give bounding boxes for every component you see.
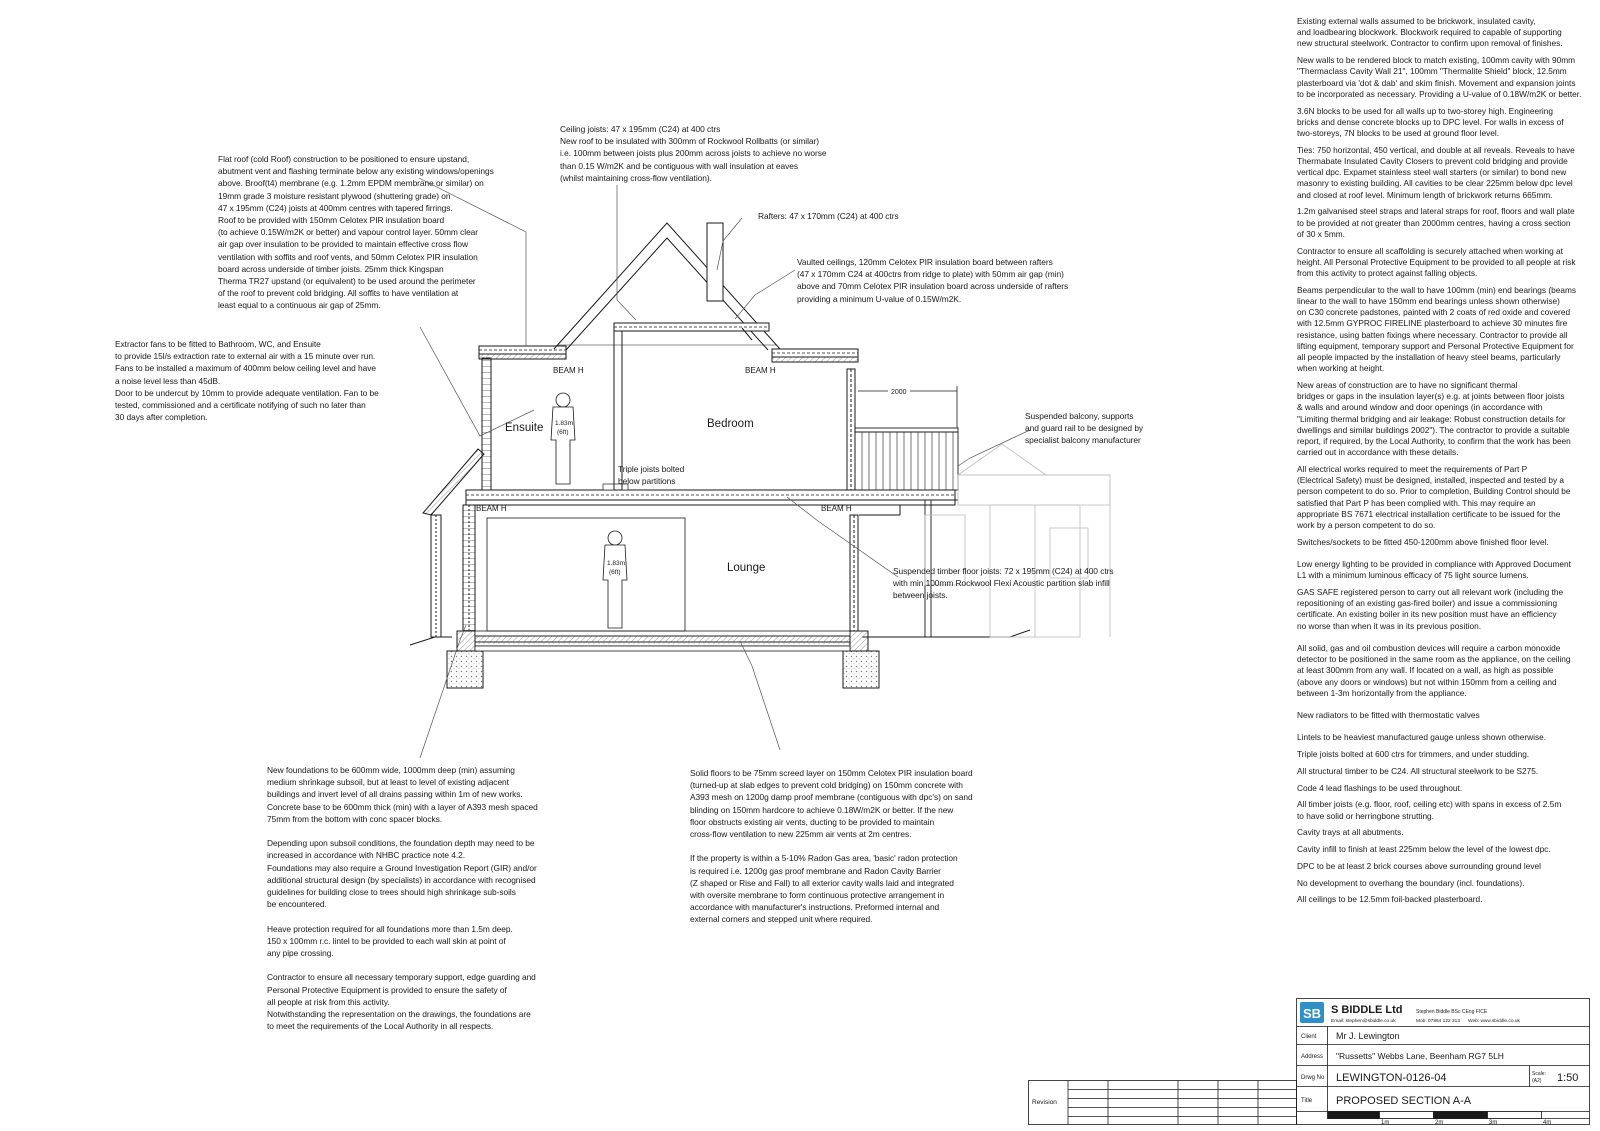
title-label: Title [1301,1098,1313,1104]
general-note: Cavity infill to finish at least 225mm below the level of the lowest dpc. [1297,844,1551,855]
general-note: New areas of construction are to have no significant thermal bridges or gaps in the insulation layer(s) e.g. at joints between floor joists & walls and around window and door openings (in accordance with "Limiting thermal bridging and air leakage: Robust construction details for dwellings and similar buildings 2002"). The contractor to provide a suitable report, if required, by the Local Authority, to confirm that the work has been carried out in accordance with these details. [1297,380,1571,458]
general-note: Cavity trays at all abutments. [1297,827,1404,838]
company-logo [1300,1002,1324,1023]
general-note: Switches/sockets to be fitted 450-1200mm above finished floor level. [1297,536,1549,547]
scale-bar-label: 2m [1435,1120,1444,1126]
address-value: "Russetts" Webbs Lane, Beenham RG7 5LH [1336,1051,1504,1061]
drawing-number-label: Drwg No [1301,1075,1325,1081]
scale-bar-label: 1m [1381,1120,1390,1126]
beam-label: BEAM H [553,366,584,375]
beam-label: BEAM H [745,366,776,375]
scale-bar-label: 4m [1543,1120,1552,1126]
note-balcony: Suspended balcony, supports and guard rail to be designed by specialist balcony manufacturer [1025,411,1144,446]
flat-roof [479,346,858,362]
note-extractor-fans: Extractor fans to be fitted to Bathroom, WC, and Ensuite to provide 15l/s extraction rate to external air with a 15 minute over run. Fans to be installed a maximum of 400mm below ceiling level and have a noise level less than 45dB. Door to be undercut by 10mm to provide adequate ventilation. Fan to be tested, commissioned and a certificate notifying of such no later than 30 days after completion. [115,339,379,423]
general-note: All timber joists (e.g. floor, roof, ceiling etc) with spans in excess of 2.5m to have solid or herringbone strutting. [1297,799,1562,821]
human-figure-lounge [603,531,627,628]
scale-label: Scale: [1532,1071,1546,1077]
general-note: New walls to be rendered block to match existing, 100mm cavity with 90mm "Thermaclass Cavity Wall 21", 100mm "Thermalite Shield" block, 12.5mm plasterboard via 'dot & dab' and skim finish. Movement and expansion joints to be incorporated as necessary. Providing a U-value of 0.18W/m2K or better. [1297,55,1582,99]
note-triple-joists: Triple joists bolted below partitions [618,464,685,487]
scale-bar [1328,1112,1542,1119]
revision-grid [1029,1081,1297,1125]
balcony [855,428,958,637]
room-label-lounge: Lounge [727,562,766,574]
company-email: Email: stephen@sbiddle.co.uk [1331,1019,1396,1024]
note-suspended-floor: Suspended timber floor joists: 72 x 195mm (C24) at 400 ctrs with min 100mm Rockwool Flexi Acoustic partition slab infill between joists. [893,566,1114,601]
address-label: Address [1301,1054,1324,1060]
ground-floor-slab [475,631,850,651]
client-label: Client [1301,1034,1317,1040]
general-note: 1.2m galvanised steel straps and lateral straps for roof, floors and wall plate to be provided at not greater than 2000mm centres, having a cross section of 30 x 5mm. [1297,206,1575,239]
dimension-line [858,386,957,428]
general-note: Triple joists bolted at 600 ctrs for trimmers, and under studding. [1297,748,1530,759]
general-note: Ties: 750 horizontal, 450 vertical, and double at all reveals. Reveals to have Thermabate Insulated Cavity Closers to prevent cold bridging and provide vertical dpc. Expamet stainless steel wall starters (or similar) to bond new masonry to existing building. All cavities to be clear 225mm below dpc level and closed at roof level. Minimum length of brickwork returns 665mm. [1297,144,1575,200]
engineer-name: Stephen Biddle BSc CEng FICE [1416,1009,1488,1015]
note-ceiling-joists: Ceiling joists: 47 x 195mm (C24) at 400 ctrs New roof to be insulated with 300mm of Rockwool Rollbatts (or similar) i.e. 100mm between joists plus 200mm across joists to achieve no worse than 0.15 W/m2K and be contiguous with wall insulation at eaves (whilst maintaining cross-flow ventilation). [560,124,827,183]
note-flat-roof: Flat roof (cold Roof) construction to be positioned to ensure upstand, abutment vent and flashing terminate below any existing windows/openings above. Broof(t4) membrane (e.g. 1.2mm EPDM membrane or similar) on 19mm grade 3 moisture resistant plywood (shuttering grade) on 47 x 195mm (C24) joists at 400mm centres with tapered firrings. Roof to be provided with 150mm Celotex PIR insulation board (to achieve 0.15W/m2K or better) and vapour control layer. 50mm clear air gap over insulation to be provided to maintain effective cross flow ventilation with soffits and roof vents, and 50mm Celotex PIR insulation board across underside of timber joists. 25mm thick Kingspan Therma TR27 upstand (or equivalent) to be used around the perimeter of the roof to prevent cold bridging. All soffits to have ventilation at least equal to a continuous air gap of 25mm. [218,154,494,311]
note-rafters: Rafters: 47 x 170mm (C24) at 400 ctrs [758,211,899,221]
drawing-title: PROPOSED SECTION A-A [1336,1095,1472,1107]
general-note: Lintels to be heaviest manufactured gauge unless shown otherwise. [1297,732,1547,743]
company-name: S BIDDLE Ltd [1331,1004,1403,1016]
general-note: GAS SAFE registered person to carry out all relevant work (including the repositioning of an existing gas-fired boiler) and issue a commissioning certificate. An existing boiler in its new position must have an efficiency no worse than when it was in its previous position. [1297,587,1564,631]
beam-label: BEAM H [821,504,852,513]
client-value: Mr J. Lewington [1336,1031,1400,1041]
ground-floor-walls [463,505,900,631]
company-web: Web: www.sbiddle.co.uk [1468,1019,1520,1024]
general-note: Code 4 lead flashings to be used throughout. [1297,782,1463,793]
general-note: All structural timber to be C24. All structural steelwork to be S275. [1297,765,1539,776]
general-note: Beams perpendicular to the wall to have 100mm (min) end bearings (beams linear to the wall to have 150mm end bearings unless shown otherwise) on C30 concrete padstones, painted with 2 coats of red oxide and covered with 12.5mm GYPROC FIRELINE plasterboard to achieve 30 minutes fire resistance, using batten fixings where necessary. Contractor to provide all lifting equipment, temporary support and Personal Protective Equipment for all people impacted by the installation of heavy steel beams, particularly when working at height. [1297,284,1577,374]
room-label-bedroom: Bedroom [707,418,754,430]
figure-height-label: 1.83m [607,560,626,567]
figure-height-ft-label: (6ft) [609,569,621,576]
dimension-label: 2000 [891,389,907,396]
general-notes [1297,16,1597,911]
general-note: All ceilings to be 12.5mm foil-backed plasterboard. [1297,894,1483,905]
beam-label: BEAM H [476,504,507,513]
general-note: 3.6N blocks to be used for all walls up to two-storey high. Engineering bricks and dense concrete blocks up to DPC level. For walls in excess of two-storeys, 7N blocks to be used at ground floor level. [1297,105,1564,139]
general-note: Existing external walls assumed to be brickwork, insulated cavity, and loadbearing blockwork. Blockwork required to capable of supporting new structural steelwork. Contractor to confirm upon removal of finishes. [1297,16,1563,49]
room-label-ensuite: Ensuite [505,422,544,434]
scale-bar-label: 3m [1489,1120,1498,1126]
general-note: DPC to be at least 2 brick courses above surrounding ground level [1297,860,1541,871]
general-note: All solid, gas and oil combustion devices will require a carbon monoxide detector to be positioned in the same room as the appliance, on the ceiling at least 300mm from any wall. If located on a wall, as high as possible (above any doors or windows) but not within 150mm from a ceiling and between 1-3m horizontally from the appliance. [1297,642,1571,698]
logo-text: SB [1303,1006,1322,1021]
first-floor [466,484,955,505]
general-note: New radiators to be fitted with thermostatic valves [1297,709,1480,720]
human-figure-ensuite [551,393,575,484]
note-foundations: New foundations to be 600mm wide, 1000mm deep (min) assuming medium shrinkage subsoil, but at least to level of existing adjacent buildings and invert level of all drains passing within 1m of new works. Concrete base to be 600mm thick (min) with a layer of A393 mesh spaced 75mm from the bottom with conc spacer blocks. Depending upon subsoil conditions, the foundation depth may need to be increased in accordance with NHBC practice note 4.2. Foundations may also require a Ground Investigation Report (GIR) and/or additional structural design (by specialists) in accordance with recognised guidelines for building close to trees should high shrinkage sub-soils be encountered. Heave protection required for all foundations more than 1.5m deep. 150 x 100mm r.c. lintel to be provided to each wall skin at point of any pipe crossing. Contractor to ensure all necessary temporary support, edge guarding and Personal Protective Equipment is provided to ensure the safety of all people at risk from this activity. Notwithstanding the representation on the drawings, the foundations are to meet the requirements of the Local Authority in all respects. [267,765,538,1032]
title-block [1028,998,1590,1126]
revision-label: Revision [1032,1099,1057,1106]
figure-height-ft-label: (6ft) [557,429,569,436]
company-mobile: Mob: 07864 122 313 [1416,1019,1461,1024]
general-note: All electrical works required to meet the requirements of Part P (Electrical Safety) must be designed, installed, inspected and tested by a person competent to do so. Prior to completion, Building Control should be satisfied that Part P has been complied with. This may require an appropriate BS 7671 electrical installation certificate to be issued for the work by a person competent to do so. [1297,464,1571,531]
scale-size-label: (A2) [1532,1078,1542,1084]
note-solid-floors: Solid floors to be 75mm screed layer on 150mm Celotex PIR insulation board (turned-up at slab edges to prevent cold bridging) on 150mm concrete with A393 mesh on 1200g damp proof membrane (contiguous with dpc's) on sand blinding on 150mm hardcore to achieve 0.18W/m2K or better. If the new floor obstructs existing air vents, ducting to be provided to maintain cross-flow ventilation to new 225mm air vents at 2m centres. If the property is within a 5-10% Radon Gas area, 'basic' radon protection is required i.e. 1200g gas proof membrane and Radon Cavity Barrier (Z shaped or Rise and Fall) to all exterior cavity walls laid and integrated with oversite membrane to form continuous protective arrangement in accordance with manufacturer's instructions. Preformed internal and external corners and stepped unit where required. [690,768,973,925]
pitched-roof [554,223,780,350]
general-note: Contractor to ensure all scaffolding is securely attached when working at height. All Personal Protective Equipment to be provided to all people at risk from this activity to protect against falling objects. [1297,245,1576,279]
scale-value: 1:50 [1557,1072,1579,1084]
drawing-number-value: LEWINGTON-0126-04 [1336,1072,1447,1084]
note-vaulted-ceilings: Vaulted ceilings, 120mm Celotex PIR insulation board between rafters (47 x 170mm C24 at 400ctrs from ridge to plate) with 50mm air gap (min) above and 70mm Celotex PIR insulation board across underside of rafters providing a minimum U-value of 0.15W/m2K. [797,257,1069,304]
general-note: Low energy lighting to be provided in compliance with Approved Document L1 with a minimum luminous efficacy of 75 light source lumens. [1297,559,1571,581]
general-note: No development to overhang the boundary (incl. foundations). [1297,877,1525,888]
figure-height-label: 1.83m [555,420,574,427]
